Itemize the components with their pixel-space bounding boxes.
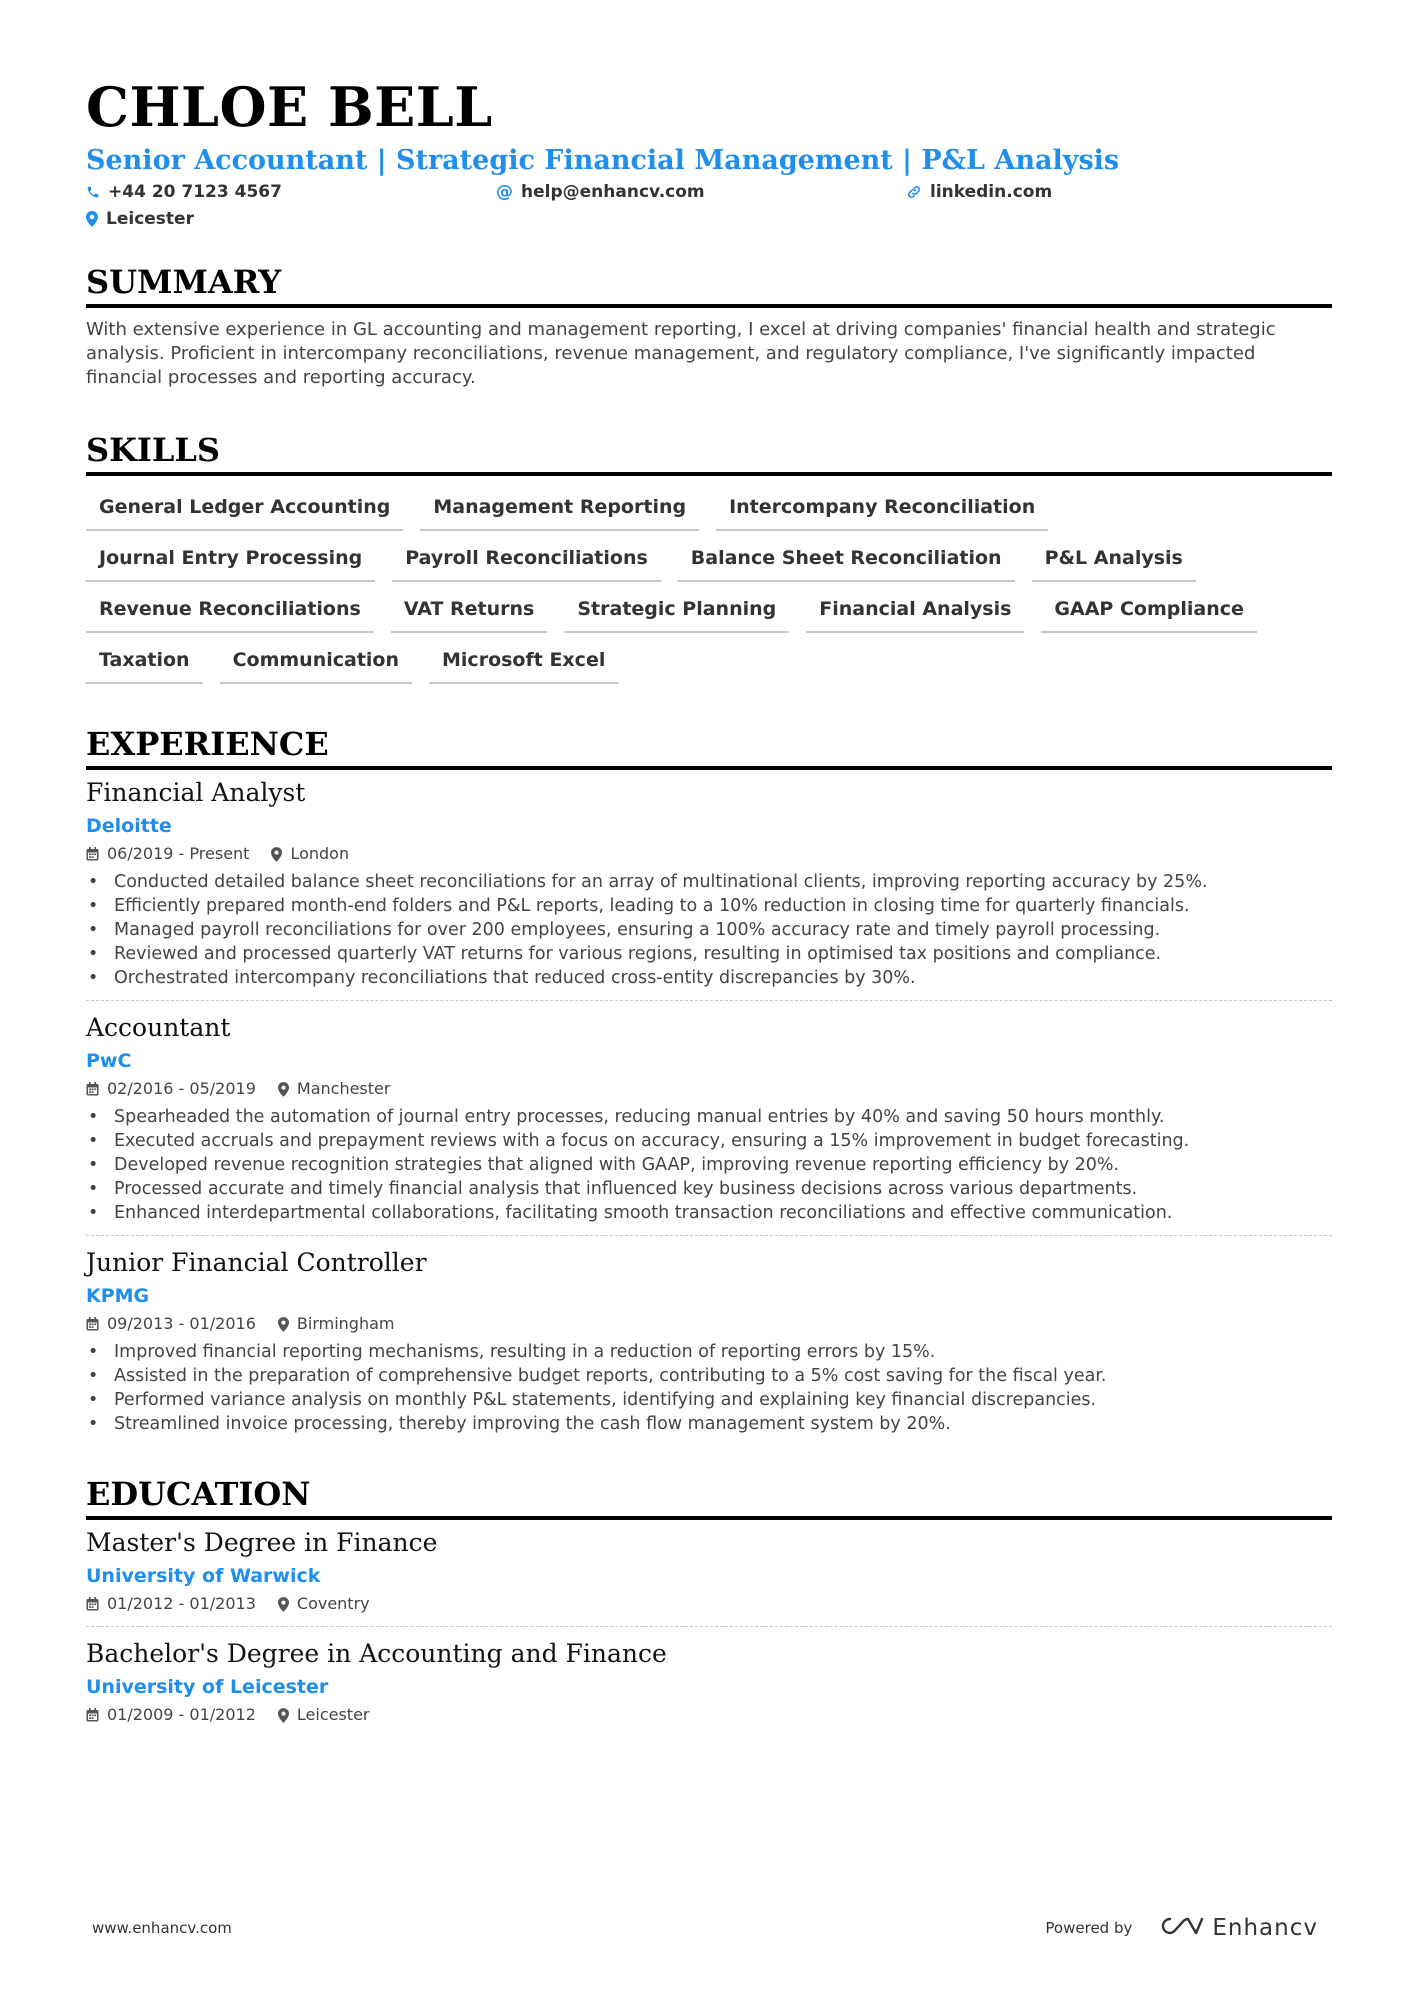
phone-icon — [86, 185, 100, 199]
skill-tag: Balance Sheet Reconciliation — [678, 539, 1015, 582]
location-text: Leicester — [106, 208, 194, 229]
skill-tag: Taxation — [86, 641, 203, 684]
skills-section — [86, 430, 1332, 692]
candidate-name: CHLOE BELL — [86, 75, 493, 139]
entry-meta — [86, 842, 1332, 866]
achievement-item: • Conducted detailed balance sheet reconciliations for an array of multinational clients, improving reporting accuracy by 25%. — [86, 870, 1332, 894]
map-pin-icon — [278, 1708, 289, 1723]
achievement-list — [86, 1340, 1332, 1436]
enhancv-logo-icon — [1156, 1914, 1204, 1942]
footer-brand — [1045, 1914, 1318, 1942]
job-title: Junior Financial Controller — [86, 1248, 427, 1277]
calendar-icon — [86, 1708, 99, 1722]
school-name[interactable]: University of Leicester — [86, 1676, 329, 1698]
email-text[interactable]: help@enhancv.com — [521, 181, 705, 202]
at-sign-icon: @ — [496, 181, 513, 202]
job-title: Accountant — [86, 1013, 231, 1042]
education-section — [86, 1474, 1332, 1737]
contact-linkedin[interactable] — [906, 182, 1052, 202]
achievement-item: • Processed accurate and timely financial analysis that influenced key business decisions across various departments. — [86, 1177, 1332, 1201]
achievement-list — [86, 870, 1332, 990]
skill-tag: Intercompany Reconciliation — [716, 488, 1048, 531]
linkedin-text[interactable]: linkedin.com — [930, 181, 1053, 202]
location-row — [86, 205, 1332, 232]
achievement-list — [86, 1105, 1332, 1225]
entry-location — [271, 842, 349, 866]
achievement-item: • Improved financial reporting mechanisms, resulting in a reduction of reporting errors by 15%. — [86, 1340, 1332, 1364]
calendar-icon — [86, 1597, 99, 1611]
entry-location — [278, 1312, 395, 1336]
map-pin-icon — [278, 1082, 289, 1097]
education-title: EDUCATION — [86, 1474, 1332, 1520]
experience-list — [86, 770, 1332, 1446]
link-icon — [906, 184, 922, 200]
summary-title: SUMMARY — [86, 262, 1332, 308]
job-title: Financial Analyst — [86, 778, 306, 807]
achievement-item: • Managed payroll reconciliations for over 200 employees, ensuring a 100% accuracy rate and timely payroll processing. — [86, 918, 1332, 942]
calendar-icon — [86, 847, 99, 861]
phone-text: +44 20 7123 4567 — [108, 181, 282, 202]
education-list — [86, 1520, 1332, 1737]
achievement-item: • Reviewed and processed quarterly VAT returns for various regions, resulting in optimised tax positions and compliance. — [86, 942, 1332, 966]
entry-meta — [86, 1077, 1332, 1101]
entry-meta — [86, 1592, 1332, 1616]
skills-title: SKILLS — [86, 430, 1332, 476]
achievement-item: • Developed revenue recognition strategies that aligned with GAAP, improving revenue reporting efficiency by 20%. — [86, 1153, 1332, 1177]
entry-location-text: Birmingham — [296, 1314, 395, 1333]
entry-dates: 01/2009 - 01/2012 — [107, 1705, 256, 1724]
entry-dates: 02/2016 - 05/2019 — [107, 1079, 256, 1098]
footer-website[interactable]: www.enhancv.com — [92, 1919, 232, 1937]
entry-dates: 06/2019 - Present — [107, 844, 250, 863]
map-pin-icon — [271, 847, 282, 862]
brand-name: Enhancv — [1212, 1915, 1318, 1941]
contact-row — [86, 178, 1332, 205]
skill-tag: Financial Analysis — [806, 590, 1024, 633]
entry-location-text: London — [290, 844, 350, 863]
calendar-icon — [86, 1082, 99, 1096]
education-entry — [86, 1626, 1332, 1737]
achievement-item: • Enhanced interdepartmental collaborations, facilitating smooth transaction reconciliations and effective communication. — [86, 1201, 1332, 1225]
candidate-headline: Senior Accountant | Strategic Financial Management | P&L Analysis — [86, 145, 1120, 176]
achievement-item: • Efficiently prepared month-end folders and P&L reports, leading to a 10% reduction in closing time for quarterly financials. — [86, 894, 1332, 918]
skill-tag: P&L Analysis — [1032, 539, 1196, 582]
page-footer — [92, 1914, 1318, 1942]
entry-location-text: Coventry — [296, 1594, 370, 1613]
school-name[interactable]: University of Warwick — [86, 1565, 321, 1587]
entry-location — [278, 1077, 391, 1101]
company-name[interactable]: PwC — [86, 1050, 132, 1072]
skill-tag: Management Reporting — [420, 488, 699, 531]
entry-location — [278, 1592, 370, 1616]
resume-header — [86, 74, 1332, 232]
skills-list — [86, 488, 1346, 692]
resume-content — [86, 74, 1332, 1737]
map-pin-icon — [86, 211, 98, 227]
education-entry — [86, 1520, 1332, 1626]
skill-tag: Communication — [220, 641, 412, 684]
degree-title: Master's Degree in Finance — [86, 1528, 438, 1557]
entry-location-text: Manchester — [296, 1079, 391, 1098]
experience-entry — [86, 1235, 1332, 1446]
company-name[interactable]: KPMG — [86, 1285, 150, 1307]
entry-dates: 01/2012 - 01/2013 — [107, 1594, 256, 1613]
skill-tag: General Ledger Accounting — [86, 488, 403, 531]
degree-title: Bachelor's Degree in Accounting and Finance — [86, 1639, 667, 1668]
entry-location — [278, 1703, 370, 1727]
contact-location — [86, 209, 194, 229]
skill-tag: Microsoft Excel — [429, 641, 618, 684]
company-name[interactable]: Deloitte — [86, 815, 172, 837]
experience-title: EXPERIENCE — [86, 724, 1332, 770]
achievement-item: • Executed accruals and prepayment reviews with a focus on accuracy, ensuring a 15% improvement in budget forecasting. — [86, 1129, 1332, 1153]
experience-entry — [86, 1000, 1332, 1235]
skill-tag: Strategic Planning — [564, 590, 789, 633]
skill-tag: Payroll Reconciliations — [392, 539, 661, 582]
skill-tag: Journal Entry Processing — [86, 539, 375, 582]
entry-location-text: Leicester — [296, 1705, 370, 1724]
achievement-item: • Streamlined invoice processing, thereby improving the cash flow management system by 20%. — [86, 1412, 1332, 1436]
skill-tag: VAT Returns — [391, 590, 548, 633]
map-pin-icon — [278, 1317, 289, 1332]
skill-tag: GAAP Compliance — [1041, 590, 1256, 633]
skill-tag: Revenue Reconciliations — [86, 590, 374, 633]
achievement-item: • Spearheaded the automation of journal entry processes, reducing manual entries by 40% and saving 50 hours monthly. — [86, 1105, 1332, 1129]
achievement-item: • Orchestrated intercompany reconciliations that reduced cross-entity discrepancies by 30%. — [86, 966, 1332, 990]
entry-meta — [86, 1703, 1332, 1727]
contact-phone — [86, 182, 496, 202]
achievement-item: • Assisted in the preparation of comprehensive budget reports, contributing to a 5% cost saving for the fiscal year. — [86, 1364, 1332, 1388]
contact-email[interactable] — [496, 182, 906, 202]
summary-section — [86, 262, 1332, 390]
calendar-icon — [86, 1317, 99, 1331]
summary-text: With extensive experience in GL accounting and management reporting, I excel at driving companies' financial health and strategic analysis. Proficient in intercompany reconciliations, revenue management, and regulatory compliance, I've significantly impacted financial processes and reporting accuracy. — [86, 319, 1276, 388]
powered-by-label: Powered by — [1045, 1919, 1133, 1937]
map-pin-icon — [278, 1597, 289, 1612]
entry-dates: 09/2013 - 01/2016 — [107, 1314, 256, 1333]
achievement-item: • Performed variance analysis on monthly P&L statements, identifying and explaining key financial discrepancies. — [86, 1388, 1332, 1412]
experience-section — [86, 724, 1332, 1446]
entry-meta — [86, 1312, 1332, 1336]
experience-entry — [86, 770, 1332, 1000]
